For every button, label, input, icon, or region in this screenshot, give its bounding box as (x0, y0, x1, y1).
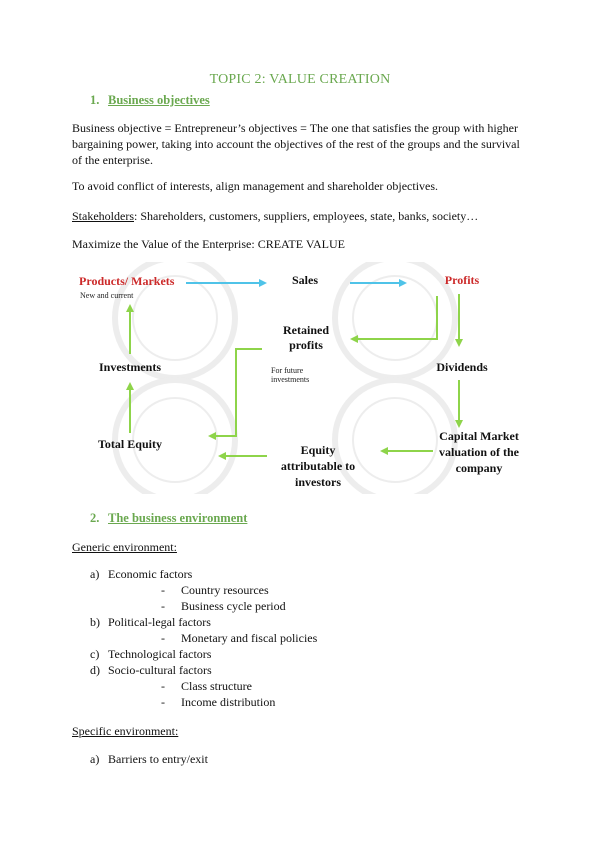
paragraph-business-objective: Business objective = Entrepreneur’s objectives = The one that satisfies the group with higher bargaining power, taking into account the objectives of the rest of the groups and the survival of the enterprise. (72, 121, 520, 167)
sub-item-country-resources (161, 582, 269, 598)
arrow-profits-to-retained (352, 296, 437, 339)
sub-item-label: Income distribution (181, 695, 276, 709)
node-capital-line3: company (455, 461, 503, 475)
sub-item-monetary (161, 630, 317, 646)
sub-item-class-structure (161, 678, 252, 694)
node-dividends: Dividends (436, 360, 488, 374)
sub-item-label: Business cycle period (181, 599, 286, 613)
node-total-equity: Total Equity (98, 437, 162, 451)
node-equity-line3: investors (295, 475, 341, 489)
node-products-markets: Products/ Markets (79, 274, 175, 288)
stakeholders-text: : Shareholders, customers, suppliers, employees, state, banks, society… (134, 209, 479, 223)
list-item-label: Political-legal factors (108, 615, 211, 629)
sub-item-business-cycle (161, 598, 286, 614)
paragraph-stakeholders (72, 208, 528, 224)
stakeholders-label: Stakeholders (72, 209, 134, 223)
section-number: 2. (90, 511, 100, 525)
list-marker: a) (90, 567, 100, 581)
sub-item-income-distribution (161, 694, 275, 710)
section-heading-text: Business objectives (108, 93, 210, 107)
sub-marker: - (161, 583, 165, 597)
list-marker: a) (90, 752, 100, 766)
section-heading-business-environment (90, 511, 247, 526)
sub-marker: - (161, 631, 165, 645)
node-profits: Profits (444, 273, 480, 287)
list-item-economic (90, 566, 192, 582)
list-item-label: Economic factors (108, 567, 193, 581)
node-sales: Sales (291, 273, 319, 287)
section-heading-text: The business environment (108, 511, 248, 525)
list-marker: c) (90, 647, 100, 661)
node-new-current: New and current (80, 291, 134, 300)
paragraph-maximize-value: Maximize the Value of the Enterprise: CREATE VALUE (72, 237, 345, 251)
list-item-socio-cultural (90, 662, 212, 678)
node-equity-line2: attributable to (280, 459, 356, 473)
sub-marker: - (161, 599, 165, 613)
label-future-2: investments (271, 375, 310, 384)
list-item-barriers (90, 751, 208, 767)
section-heading-business-objectives (90, 93, 210, 108)
list-marker: d) (90, 663, 100, 677)
sub-item-label: Country resources (181, 583, 269, 597)
node-retained-line2: profits (289, 338, 323, 352)
generic-environment-label: Generic environment: (72, 540, 177, 554)
page-title: TOPIC 2: VALUE CREATION (209, 72, 391, 87)
label-future-1: For future (271, 366, 304, 375)
list-item-label: Socio-cultural factors (108, 663, 212, 677)
sub-marker: - (161, 695, 165, 709)
node-retained-line1: Retained (283, 323, 329, 337)
node-capital-line2: valuation of the (438, 445, 520, 459)
node-capital-line1: Capital Market (439, 429, 519, 443)
section-number: 1. (90, 93, 100, 107)
list-item-label: Barriers to entry/exit (108, 752, 208, 766)
value-creation-diagram (66, 262, 536, 494)
sub-item-label: Class structure (181, 679, 252, 693)
node-investments: Investments (99, 360, 161, 374)
node-equity-line1: Equity (300, 443, 336, 457)
sub-marker: - (161, 679, 165, 693)
specific-environment-label: Specific environment: (72, 724, 179, 738)
paragraph-conflict: To avoid conflict of interests, align management and shareholder objectives. (72, 179, 439, 193)
list-marker: b) (90, 615, 100, 629)
sub-item-label: Monetary and fiscal policies (181, 631, 318, 645)
list-item-political (90, 614, 211, 630)
list-item-label: Technological factors (108, 647, 212, 661)
list-item-technological (90, 646, 211, 662)
